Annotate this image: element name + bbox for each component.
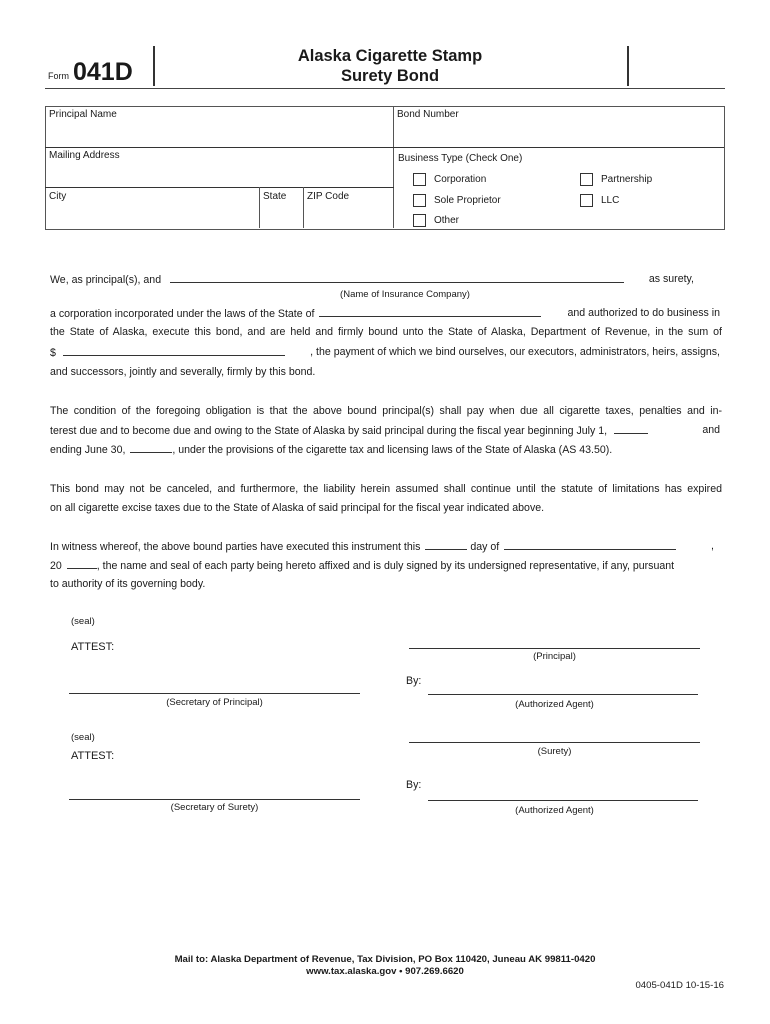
p3-text-3b: , under the provisions of the cigarette tax and licensing laws of the State of Alaska (AS 43.50). <box>172 444 613 456</box>
seal-label-2: (seal) <box>71 732 95 743</box>
p1-text-a: We, as principal(s), and <box>50 274 162 286</box>
by-label-2: By: <box>406 779 422 791</box>
p4-line2: on all cigarette excise taxes due to the State of Alaska of said principal for the fiscal year indicated above. <box>50 502 545 514</box>
partnership-label: Partnership <box>601 174 653 185</box>
state-label: State <box>263 191 287 202</box>
p2-line2: the State of Alaska, execute this bond, and are held and firmly bound unto the State of Alaska, Department of Revenue, in the sum of <box>50 326 722 338</box>
llc-label: LLC <box>601 195 620 206</box>
p5-line2 <box>50 559 722 572</box>
form-prefix: Form <box>48 71 69 81</box>
witness-month-field[interactable] <box>504 540 676 550</box>
surety-secretary-signature-line[interactable] <box>69 799 360 800</box>
p5-text-1a: In witness whereof, the above bound parties have executed this instrument this <box>50 541 421 553</box>
p5-text-1b: day of <box>470 541 500 553</box>
zip-field[interactable] <box>304 188 392 227</box>
seal-label-1: (seal) <box>71 616 95 627</box>
fiscal-year-begin-field[interactable] <box>614 424 648 434</box>
business-type-label: Business Type (Check One) <box>398 153 523 164</box>
p5-text-2b: , the name and seal of each party being hereto affixed and is duly signed by its undersigned representative, if any, pursuant <box>96 560 675 572</box>
p2-text-a: a corporation incorporated under the laws of the State of <box>50 308 315 320</box>
principal-name-field[interactable] <box>46 107 392 146</box>
surety-agent-signature-line[interactable] <box>428 800 698 801</box>
secretary-surety-caption: (Secretary of Surety) <box>170 802 259 813</box>
p4-line1: This bond may not be canceled, and furthermore, the liability herein assumed shall continue until the statute of limitations has expired <box>50 483 722 495</box>
principal-agent-signature-line[interactable] <box>428 694 698 695</box>
form-title-line2: Surety Bond <box>340 67 440 85</box>
partnership-checkbox[interactable] <box>580 173 593 186</box>
bond-number-field[interactable] <box>394 107 722 146</box>
principal-caption: (Principal) <box>533 651 576 662</box>
other-checkbox[interactable] <box>413 214 426 227</box>
fiscal-year-end-field[interactable] <box>130 443 172 453</box>
header-divider-right <box>627 46 629 86</box>
footer-contact: www.tax.alaska.gov • 907.269.6620 <box>306 966 464 977</box>
surety-signature-line[interactable] <box>409 742 700 743</box>
p5-line3: to authority of its governing body. <box>50 578 206 590</box>
state-field[interactable] <box>260 188 302 227</box>
agent-caption-1: (Authorized Agent) <box>515 699 594 710</box>
p1-text-b: as surety, <box>648 273 694 285</box>
principal-surety-line <box>50 273 722 286</box>
p2-line3 <box>50 346 722 359</box>
p3-line3 <box>50 443 722 456</box>
p5-text-1c: , <box>711 540 714 552</box>
surety-caption: (Surety) <box>537 746 572 757</box>
corporation-label: Corporation <box>434 174 487 185</box>
p3-text-2a: terest due and to become due and owing to the State of Alaska by said principal during the fiscal year beginning July 1, <box>50 425 608 437</box>
corporation-checkbox[interactable] <box>413 173 426 186</box>
mailing-address-label: Mailing Address <box>49 150 120 161</box>
mailing-address-field[interactable] <box>46 148 392 186</box>
principal-signature-line[interactable] <box>409 648 700 649</box>
agent-caption-2: (Authorized Agent) <box>515 805 594 816</box>
other-label: Other <box>434 215 460 226</box>
witness-year-field[interactable] <box>67 559 97 569</box>
sole-proprietor-label: Sole Proprietor <box>434 195 501 206</box>
attest-label-1: ATTEST: <box>71 641 115 653</box>
form-title <box>155 46 625 86</box>
by-label-1: By: <box>406 675 422 687</box>
p3-text-2b: and <box>702 424 720 436</box>
p2-line4: and successors, jointly and severally, firmly by this bond. <box>50 366 316 378</box>
sole-proprietor-checkbox[interactable] <box>413 194 426 207</box>
bond-sum-field[interactable] <box>63 346 285 356</box>
p2-text-c: , the payment of which we bind ourselves, our executors, administrators, heirs, assigns, <box>310 346 720 358</box>
footer-mail-to: Mail to: Alaska Department of Revenue, Tax Division, PO Box 110420, Juneau AK 99811-0420 <box>174 954 596 965</box>
llc-checkbox[interactable] <box>580 194 593 207</box>
p2-line1 <box>50 307 722 320</box>
p5-text-2a: 20 <box>50 560 62 572</box>
witness-day-field[interactable] <box>425 540 467 550</box>
p5-line1 <box>50 540 722 553</box>
p2-text-b: and authorized to do business in <box>567 307 720 319</box>
form-header <box>45 44 725 89</box>
attest-label-2: ATTEST: <box>71 750 115 762</box>
city-label: City <box>49 191 67 202</box>
p3-line1: The condition of the foregoing obligation is that the above bound principal(s) shall pay when due all cigarette taxes, penalties and in- <box>50 405 722 417</box>
state-of-incorporation-field[interactable] <box>319 307 541 317</box>
dollar-sign: $ <box>50 347 56 359</box>
principal-name-label: Principal Name <box>49 109 117 120</box>
secretary-principal-caption: (Secretary of Principal) <box>166 697 263 708</box>
form-title-line1: Alaska Cigarette Stamp <box>297 47 483 65</box>
zip-label: ZIP Code <box>307 191 350 202</box>
principal-secretary-signature-line[interactable] <box>69 693 360 694</box>
p3-line2 <box>50 424 722 437</box>
insurance-company-field[interactable] <box>170 273 624 283</box>
insurance-company-caption: (Name of Insurance Company) <box>340 289 470 300</box>
bond-number-label: Bond Number <box>397 109 459 120</box>
p3-text-3a: ending June 30, <box>50 444 126 456</box>
form-number: 041D <box>73 58 133 86</box>
city-field[interactable] <box>46 188 258 227</box>
footer-form-id: 0405-041D 10-15-16 <box>635 980 724 991</box>
